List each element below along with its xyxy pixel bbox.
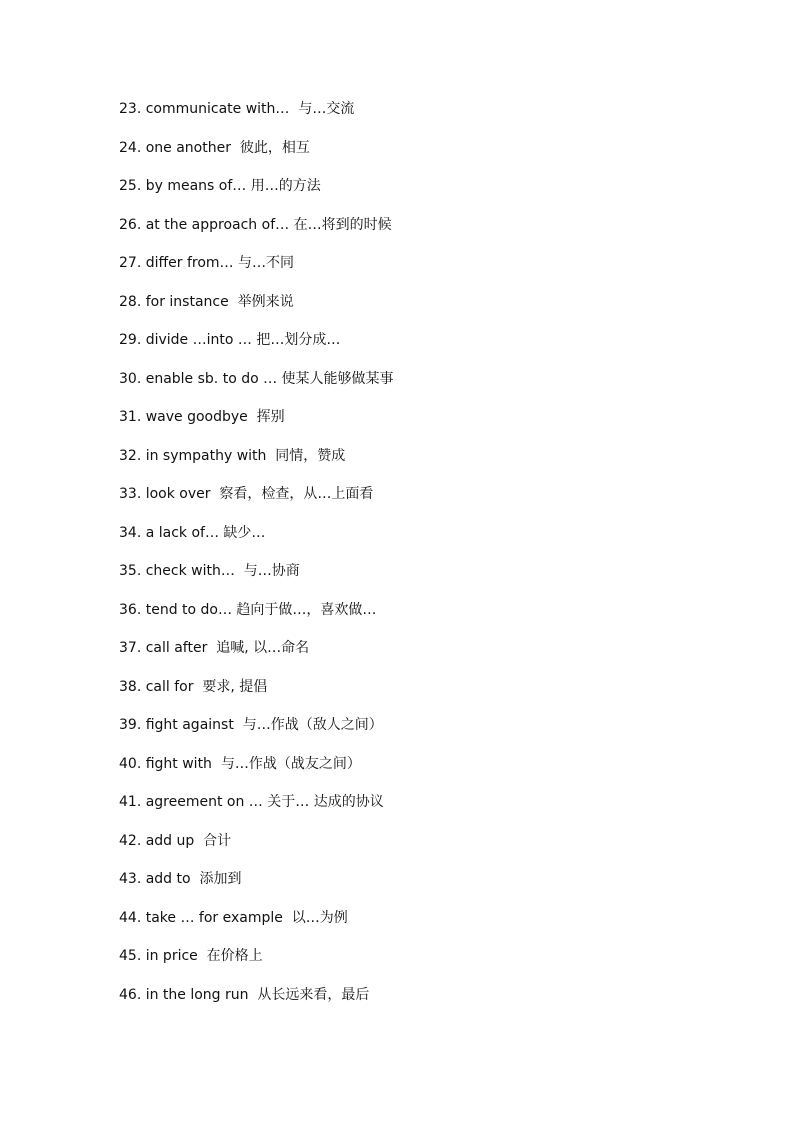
phrase-item: 25. by means of… 用…的方法 bbox=[119, 178, 321, 194]
phrase-item: 39. fight against 与…作战（敌人之间） bbox=[119, 717, 383, 733]
phrase-item: 45. in price 在价格上 bbox=[119, 948, 263, 964]
phrase-item: 38. call for 要求, 提倡 bbox=[119, 678, 268, 695]
phrase-item: 36. tend to do… 趋向于做…，喜欢做… bbox=[119, 601, 377, 618]
phrase-item: 43. add to 添加到 bbox=[119, 871, 242, 887]
phrase-item: 35. check with… 与…协商 bbox=[119, 563, 300, 579]
phrase-item: 37. call after 追喊, 以…命名 bbox=[119, 640, 310, 656]
phrase-list bbox=[119, 99, 394, 1023]
phrase-item: 29. divide …into … 把…划分成… bbox=[119, 332, 341, 348]
phrase-item: 24. one another 彼此，相互 bbox=[119, 139, 310, 156]
phrase-item: 31. wave goodbye 挥别 bbox=[119, 409, 285, 425]
phrase-item: 41. agreement on … 关于… 达成的协议 bbox=[119, 794, 384, 810]
phrase-item: 42. add up 合计 bbox=[119, 832, 232, 849]
phrase-item: 46. in the long run 从长远来看，最后 bbox=[119, 986, 370, 1003]
phrase-item: 27. differ from… 与…不同 bbox=[119, 255, 294, 271]
phrase-item: 40. fight with 与…作战（战友之间） bbox=[119, 755, 361, 772]
phrase-item: 44. take … for example 以…为例 bbox=[119, 909, 348, 926]
phrase-item: 33. look over 察看，检查，从…上面看 bbox=[119, 486, 374, 502]
phrase-item: 34. a lack of… 缺少… bbox=[119, 524, 266, 541]
phrase-item: 26. at the approach of… 在…将到的时候 bbox=[119, 216, 392, 233]
phrase-item: 32. in sympathy with 同情，赞成 bbox=[119, 447, 346, 464]
phrase-item: 23. communicate with… 与…交流 bbox=[119, 101, 355, 117]
phrase-item: 28. for instance 举例来说 bbox=[119, 293, 294, 310]
phrase-item: 30. enable sb. to do … 使某人能够做某事 bbox=[119, 370, 394, 387]
